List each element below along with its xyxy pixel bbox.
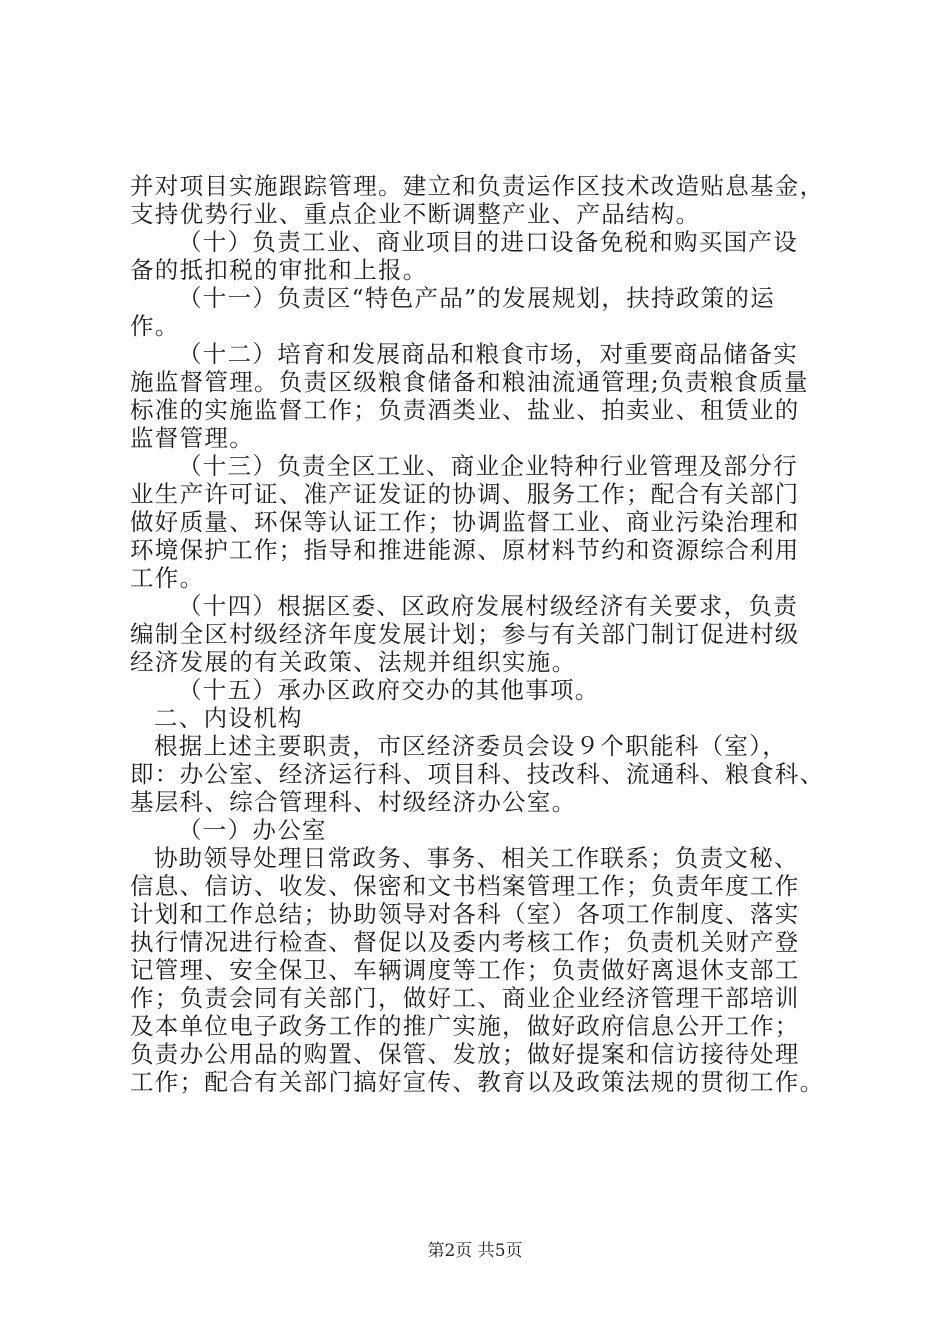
text-line: 即：办公室、经济运行科、项目科、技改科、流通科、粮食科、 [130, 760, 825, 788]
text-line: 根据上述主要职责，市区经济委员会设９个职能科（室）， [154, 732, 788, 760]
text-line: 环境保护工作；指导和推进能源、原材料节约和资源综合利用 [130, 536, 800, 564]
text-line: 工作。 [130, 564, 205, 592]
text-line: 施监督管理。负责区级粮食储备和粮油流通管理;负责粮食质量 [130, 368, 809, 396]
text-line: 工作；配合有关部门搞好宣传、教育以及政策法规的贯彻工作。 [130, 1068, 825, 1096]
text-line: 业生产许可证、准产证发证的协调、服务工作；配合有关部门 [130, 480, 800, 508]
text-line: 编制全区村级经济年度发展计划；参与有关部门制订促进村级 [130, 620, 800, 648]
text-line: 作；负责会同有关部门，做好工、商业企业经济管理干部培训 [130, 984, 800, 1012]
text-line: 经济发展的有关政策、法规并组织实施。 [130, 648, 577, 676]
text-line: 计划和工作总结；协助领导对各科（室）各项工作制度、落实 [130, 900, 800, 928]
page-number: 第2页 共5页 [427, 1241, 523, 1261]
text-line: 基层科、综合管理科、村级经济办公室。 [130, 788, 577, 816]
text-line: 标准的实施监督工作；负责酒类业、盐业、拍卖业、租赁业的 [130, 396, 800, 424]
text-line: （十四）根据区委、区政府发展村级经济有关要求，负责 [178, 592, 798, 620]
text-line: 执行情况进行检查、督促以及委内考核工作；负责机关财产登 [130, 928, 800, 956]
text-line: （十一）负责区“特色产品”的发展规划，扶持政策的运 [178, 284, 776, 312]
text-line: 负责办公用品的购置、保管、发放；做好提案和信访接待处理 [130, 1040, 800, 1068]
text-line: （十）负责工业、商业项目的进口设备免税和购买国产设 [178, 228, 798, 256]
text-line: （十五）承办区政府交办的其他事项。 [178, 676, 600, 704]
text-line: 信息、信访、收发、保密和文书档案管理工作；负责年度工作 [130, 872, 800, 900]
text-line: 做好质量、环保等认证工作；协调监督工业、商业污染治理和 [130, 508, 800, 536]
text-line: （十二）培育和发展商品和粮食市场，对重要商品储备实 [178, 340, 798, 368]
document-body [130, 172, 830, 1096]
section-heading: 二、内设机构 [154, 704, 303, 732]
text-line: 备的抵扣税的审批和上报。 [130, 256, 428, 284]
text-line: 并对项目实施跟踪管理。建立和负责运作区技术改造贴息基金， [130, 172, 825, 200]
text-line: 监督管理。 [130, 424, 254, 452]
text-line: 支持优势行业、重点企业不断调整产业、产品结构。 [130, 200, 701, 228]
text-line: （十三）负责全区工业、商业企业特种行业管理及部分行 [178, 452, 798, 480]
text-line: 及本单位电子政务工作的推广实施，做好政府信息公开工作； [130, 1012, 800, 1040]
text-line: 作。 [130, 312, 180, 340]
subsection-heading: （一）办公室 [178, 816, 327, 844]
text-line: 协助领导处理日常政务、事务、相关工作联系；负责文秘、 [154, 844, 799, 872]
text-line: 记管理、安全保卫、车辆调度等工作；负责做好离退休支部工 [130, 956, 800, 984]
